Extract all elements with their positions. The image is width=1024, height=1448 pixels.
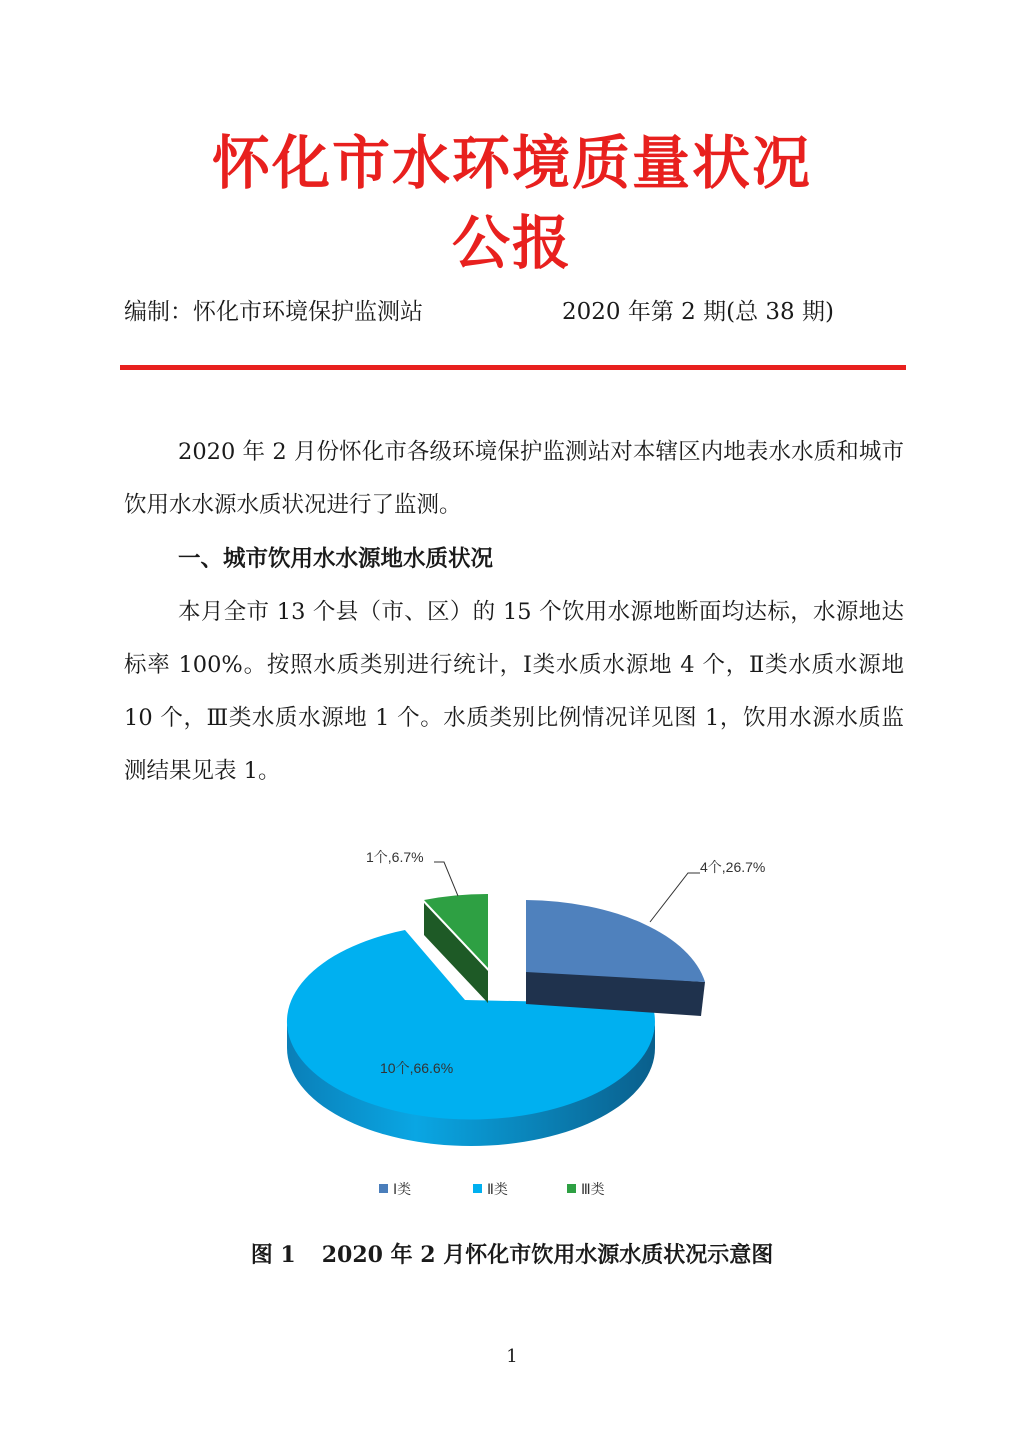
section-heading: 一、城市饮用水水源地水质状况 [178, 546, 494, 572]
leader-line-class3 [434, 862, 458, 896]
intro-paragraph: 2020 年 2 月份怀化市各级环境保护监测站对本辖区内地表水水质和城市饮用水水源水质状况进行了监测。 [124, 439, 904, 518]
data-label-class2: 10个,66.6% [380, 1060, 454, 1076]
legend-swatch-class1 [379, 1184, 388, 1193]
data-label-class3: 1个,6.7% [366, 849, 424, 865]
legend-label-class2: Ⅱ类 [487, 1181, 508, 1197]
figure-number: 图 1 [250, 1242, 296, 1268]
legend-label-class3: Ⅲ类 [581, 1181, 605, 1197]
legend-swatch-class2 [473, 1184, 482, 1193]
section-paragraph: 本月全市 13 个县（市、区）的 15 个饮用水源地断面均达标，水源地达标率 100%。按照水质类别进行统计，Ⅰ类水质水源地 4 个，Ⅱ类水质水源地 10 个，Ⅲ类水质水源地 1 个。水质类别比例情况详见图 1，饮用水源水质监测结果见表 1。 [124, 599, 904, 784]
leader-line-class1 [650, 873, 700, 922]
legend-label-class1: Ⅰ类 [393, 1181, 412, 1197]
report-title-line1: 怀化市水环境质量状况 [211, 129, 812, 197]
figure-caption-text: 2020 年 2 月怀化市饮用水源水质状况示意图 [321, 1242, 774, 1268]
issue-number: 2020 年第 2 期(总 38 期) [562, 299, 834, 325]
report-title-line2: 公报 [451, 209, 572, 277]
legend-swatch-class3 [567, 1184, 576, 1193]
figure-caption [0, 1240, 1024, 1270]
editor-label: 编制：怀化市环境保护监测站 [124, 299, 423, 325]
slice-class1-top [526, 900, 705, 982]
page-number: 1 [506, 1346, 518, 1367]
data-label-class1: 4个,26.7% [700, 859, 766, 875]
